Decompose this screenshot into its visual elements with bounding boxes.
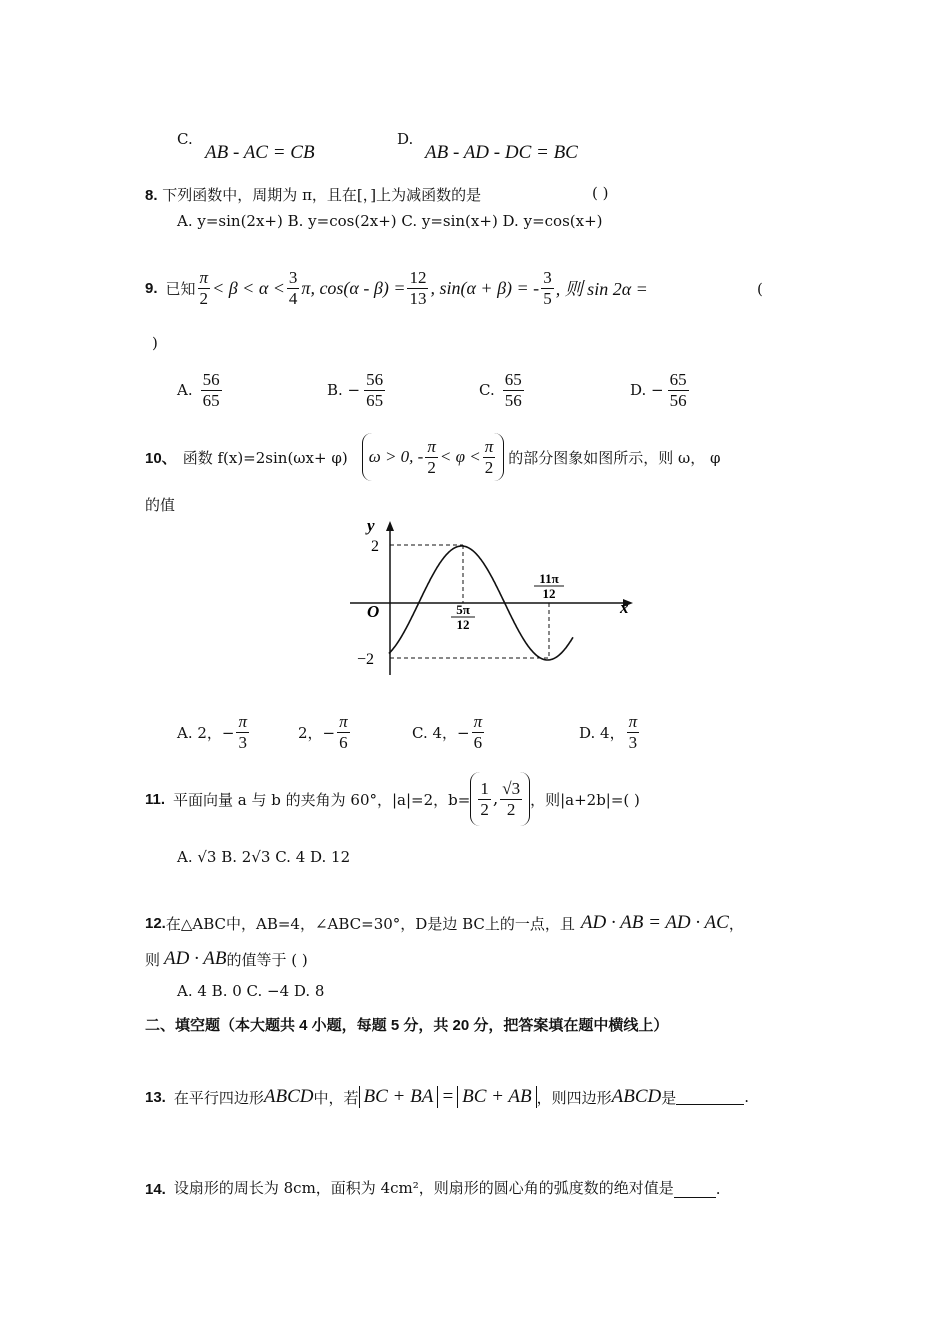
q13-rhs: BC + AB	[457, 1086, 536, 1108]
q10-stem-tail: 的部分图象如图所示，则 ω， φ	[508, 448, 721, 467]
q7-option-d-label: D.	[397, 130, 414, 148]
q10-option-b	[298, 712, 352, 752]
q9-frac-2: $\frac{3}{4}$	[288, 268, 298, 308]
q9-mid-4: , 则 sin 2α =	[555, 279, 648, 300]
q8-stem: 下列函数中，周期为 π，且在[，]上为减函数的是	[162, 186, 482, 204]
q14-stem-line	[145, 1177, 721, 1198]
q13-eq: =	[441, 1086, 455, 1107]
q13-answer-blank[interactable]	[676, 1090, 744, 1105]
q9-option-c-frac: $\frac{65}{56}$	[504, 370, 522, 410]
q9-paren-close: )	[152, 334, 158, 352]
q11-options: A. √3 B. 2√3 C. 4 D. 12	[177, 848, 351, 866]
q13-end: .	[744, 1088, 750, 1106]
q12-number: 12.	[145, 914, 166, 932]
q8-options: A. y=sin(2x+) B. y=cos(2x+) C. y=sin(x+) D. y=cos(x+)	[177, 212, 603, 230]
q9-frac-4: $\frac{3}{5}$	[543, 268, 552, 308]
q7-option-d-expr: AB - AD - DC = BC	[425, 142, 578, 163]
q11-vector-b: $\frac{1}{2}$ , $\frac{√3}{2}$	[470, 772, 530, 826]
q9-number: 9.	[145, 279, 158, 297]
q9-option-b	[327, 370, 387, 410]
q12-line2	[145, 948, 308, 970]
q11-stem: 平面向量 a 与 b 的夹角为 60°，|a|=2，b=	[173, 790, 471, 809]
q8-paren: ( )	[592, 184, 609, 202]
section-2-title: 二、填空题（本大题共 4 小题，每题 5 分，共 20 分，把答案填在题中横线上）	[145, 1017, 669, 1034]
q10-option-b-frac: $\frac{\pi}{6}$	[339, 712, 348, 752]
q10-option-c	[412, 712, 486, 752]
q13-abcd-2: ABCD	[611, 1086, 662, 1107]
q10-number: 10、	[145, 449, 177, 467]
q13-post: ，则四边形	[536, 1088, 612, 1107]
q9-option-c	[479, 370, 526, 410]
graph-y-top-label: 2	[371, 538, 379, 555]
q13-tail: 是	[661, 1088, 677, 1107]
graph-peak-den: 12	[456, 617, 470, 632]
q9-frac-3: $\frac{12}{13}$	[409, 268, 427, 308]
y-axis-arrow-icon	[386, 521, 394, 531]
q10-option-b-label: 2，−	[298, 723, 336, 742]
q9-prefix: 已知	[165, 279, 196, 298]
q14-answer-blank[interactable]	[674, 1183, 716, 1198]
q14-number: 14.	[145, 1181, 166, 1198]
q11-vector-b-x: $\frac{1}{2}$	[480, 778, 489, 819]
q12-condition: AD · AB = AD · AC	[580, 912, 729, 933]
q10-sine-graph	[345, 515, 640, 680]
q10-cond-mid: < φ <	[439, 447, 481, 466]
q10-cond-pre: ω > 0, -	[368, 447, 424, 466]
q13-stem-line	[145, 1086, 749, 1108]
q9-option-a-frac: $\frac{56}{65}$	[202, 370, 220, 410]
q9-frac-1: $\frac{\pi}{2}$	[199, 268, 209, 308]
q10-option-a-frac: $\frac{\pi}{3}$	[238, 712, 248, 752]
q10-stem: 函数 f(x)=2sin(ωx+ φ)	[182, 448, 348, 467]
q13-mid: 中，若	[313, 1088, 359, 1107]
q12-line2-pre: 则	[145, 950, 161, 969]
q9-option-d-label: D. −	[630, 381, 664, 400]
q9-option-a	[177, 370, 224, 410]
q11-stem-line	[145, 772, 640, 826]
q7-option-c-expr: AB - AC = CB	[205, 142, 315, 163]
graph-trough-num: 11π	[539, 571, 559, 586]
q9-paren-open: (	[757, 280, 763, 298]
q9-option-d-frac: $\frac{65}{56}$	[669, 370, 687, 410]
q12-stem: 在△ABC中，AB=4，∠ABC=30°，D是边 BC上的一点，且	[165, 914, 575, 933]
q9-mid-1: < β < α <	[212, 277, 285, 298]
graph-origin-label: O	[367, 602, 380, 621]
q11-vector-b-y: $\frac{√3}{2}$	[502, 778, 521, 819]
q10-option-d-label: D. 4，	[579, 723, 625, 742]
q8-stem-line	[145, 184, 481, 205]
q10-condition	[362, 433, 505, 481]
q14-stem: 设扇形的周长为 8cm，面积为 4cm²，则扇形的圆心角的弧度数的绝对值是	[173, 1179, 674, 1197]
q7-option-c-label: C.	[177, 130, 193, 148]
q10-option-c-frac: $\frac{\pi}{6}$	[473, 712, 483, 752]
q12-stem-line	[145, 912, 744, 934]
q9-option-b-frac: $\frac{56}{65}$	[366, 370, 384, 410]
q10-cond-frac-1: $\frac{\pi}{2}$	[427, 436, 436, 477]
graph-trough-den: 12	[542, 586, 556, 601]
graph-peak-num: 5π	[456, 602, 470, 617]
q9-mid-3: , sin(α + β) = -	[430, 277, 540, 298]
graph-x-label: x	[620, 598, 629, 617]
q10-option-c-label: C. 4，−	[412, 723, 470, 742]
q9-option-b-label: B. −	[327, 381, 361, 400]
q13-lhs: BC + BA	[359, 1086, 439, 1108]
q8-number: 8.	[145, 187, 158, 204]
q11-tail: ，则|a+2b|=( )	[530, 790, 640, 809]
q14-end: .	[715, 1180, 721, 1198]
q10-option-d-frac: $\frac{\pi}{3}$	[628, 712, 638, 752]
q13-number: 13.	[145, 1088, 166, 1106]
q13-abcd: ABCD	[263, 1086, 314, 1107]
q10-option-a-label: A. 2，−	[177, 723, 235, 742]
q11-number: 11.	[145, 790, 166, 808]
q9-stem-line	[145, 268, 648, 308]
q10-option-a	[177, 712, 251, 752]
q12-line2-expr: AD · AB	[164, 948, 227, 969]
q9-option-d	[630, 370, 691, 410]
q10-line2: 的值	[145, 496, 176, 514]
q9-mid-2: π, cos(α - β) =	[301, 277, 406, 298]
q9-option-c-label: C.	[479, 381, 495, 400]
graph-y-bottom-label: −2	[357, 651, 375, 668]
q12-line2-tail: 的值等于 ( )	[226, 950, 308, 969]
graph-y-label: y	[367, 516, 375, 535]
q10-stem-line	[145, 433, 721, 481]
q10-option-d	[579, 712, 641, 752]
q12-comma: ，	[728, 914, 744, 933]
q13-pre: 在平行四边形	[173, 1088, 264, 1107]
q10-cond-frac-2: $\frac{\pi}{2}$	[484, 436, 494, 477]
q9-option-a-label: A.	[177, 381, 193, 400]
q12-options: A. 4 B. 0 C. −4 D. 8	[177, 982, 325, 1000]
